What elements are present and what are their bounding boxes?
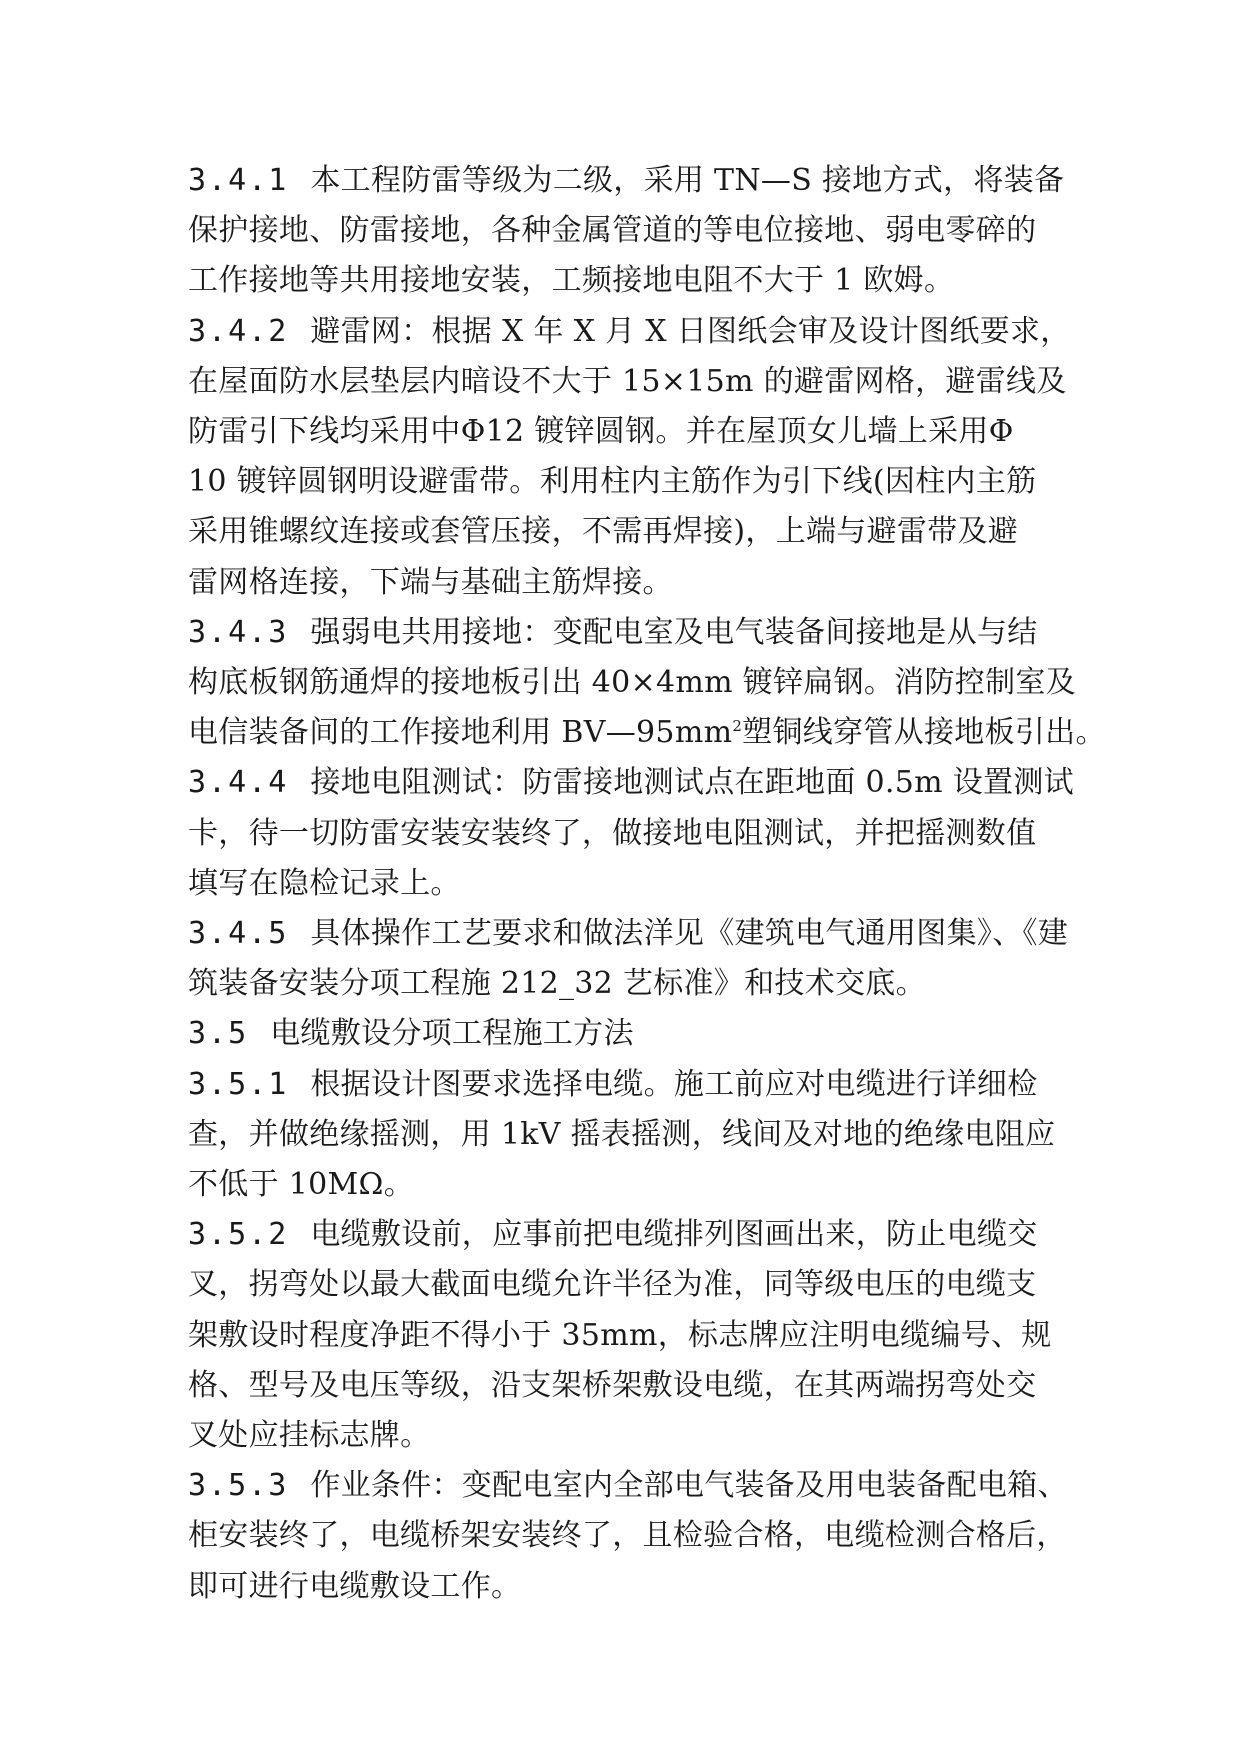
text-line: 3.4.4 接地电阻测试：防雷接地测试点在距地面 0.5m 设置测试 [188,758,1088,808]
text-line: 保护接地、防雷接地，各种金属管道的等电位接地、弱电零碎的 [188,213,1037,249]
text-line: 卡，待一切防雷安装安装终了，做接地电阻测试，并把摇测数值 [188,815,1037,851]
paragraph-3-5-1 [188,1060,1088,1211]
text-line: 填写在隐检记录上。 [188,865,461,901]
text-line: 3.5.3 作业条件：变配电室内全部电气装备及用电装备配电箱、 [188,1461,1088,1511]
section-number: 3.5.2 [188,1217,289,1253]
paragraph-3-4-4 [188,758,1088,909]
document-body [188,156,1106,1612]
text-line: 不低于 10MΩ。 [188,1167,415,1203]
text-line: 工作接地等共用接地安装，工频接地电阻不大于 1 欧姆。 [188,263,955,299]
text-line: 即可进行电缆敷设工作。 [188,1568,522,1604]
paragraph-3-4-1 [188,156,1088,307]
text-line: 筑装备安装分项工程施 212_32 艺标准》和技术交底。 [188,966,926,1002]
text-line: 防雷引下线均采用中Φ12 镀锌圆钢。并在屋顶女儿墙上采用Φ [188,414,1014,450]
text-line: 架敷设时程度净距不得小于 35mm，标志牌应注明电缆编号、规 [188,1317,1052,1353]
section-number: 3.4.4 [188,765,289,801]
text-line: 构底板钢筋通焊的接地板引出 40×4mm 镀锌扁钢。消防控制室及 [188,665,1076,701]
text-line: 3.5.1 根据设计图要求选择电缆。施工前应对电缆进行详细检 [188,1060,1088,1110]
text-line: 查，并做绝缘摇测，用 1kV 摇表摇测，线间及对地的绝缘电阻应 [188,1116,1056,1152]
text-line: 3.5.2 电缆敷设前，应事前把电缆排列图画出来，防止电缆交 [188,1210,1088,1260]
section-number: 3.4.5 [188,916,289,952]
section-number: 3.5.3 [188,1468,289,1504]
text-line: 3.4.5 具体操作工艺要求和做法洋见《建筑电气通用图集》、《建 [188,909,1088,959]
text-line: 3.4.2 避雷网：根据 X 年 X 月 X 日图纸会审及设计图纸要求， [188,307,1088,357]
text-line: 电信装备间的工作接地利用 $BV—95mm^2$塑铜线穿管从接地板引出。 [188,715,1106,751]
section-number: 3.4.1 [188,163,289,198]
section-number: 3.5 [188,1016,249,1052]
superscript-2: 2 [732,717,743,736]
section-number: 3.4.3 [188,614,289,650]
text-line: 柜安装终了，电缆桥架安装终了，且检验合格，电缆检测合格后， [188,1518,1067,1554]
paragraph-3-5-3 [188,1461,1088,1612]
text-line: 叉处应挂标志牌。 [188,1418,431,1454]
text-line: 在屋面防水层垫层内暗设不大于 15×15m 的避雷网格，避雷线及 [188,363,1067,399]
paragraph-3-5-2 [188,1210,1088,1461]
text-line: 雷网格连接，下端与基础主筋焊接。 [188,564,673,600]
text-line: 3.5 电缆敷设分项工程施工方法 [188,1009,1088,1059]
section-heading-3-5 [188,1009,1088,1059]
text-line: 3.4.1 本工程防雷等级为二级，采用 TN—S 接地方式，将装备 [188,156,1088,206]
text-line: 采用锥螺纹连接或套管压接，不需再焊接)，上端与避雷带及避 [188,514,1019,550]
text-line: 3.4.3 强弱电共用接地：变配电室及电气装备间接地是从与结 [188,608,1088,658]
paragraph-3-4-3 [188,608,1106,759]
text-line: 10 镀锌圆钢明设避雷带。利用柱内主筋作为引下线(因柱内主筋 [188,464,1037,500]
paragraph-3-4-5 [188,909,1088,1009]
text-line: 格、型号及电压等级，沿支架桥架敷设电缆，在其两端拐弯处交 [188,1367,1037,1403]
paragraph-3-4-2 [188,307,1088,608]
text-line: 叉，拐弯处以最大截面电缆允许半径为准，同等级电压的电缆支 [188,1267,1037,1303]
section-number: 3.4.2 [188,313,289,349]
section-number: 3.5.1 [188,1066,289,1102]
